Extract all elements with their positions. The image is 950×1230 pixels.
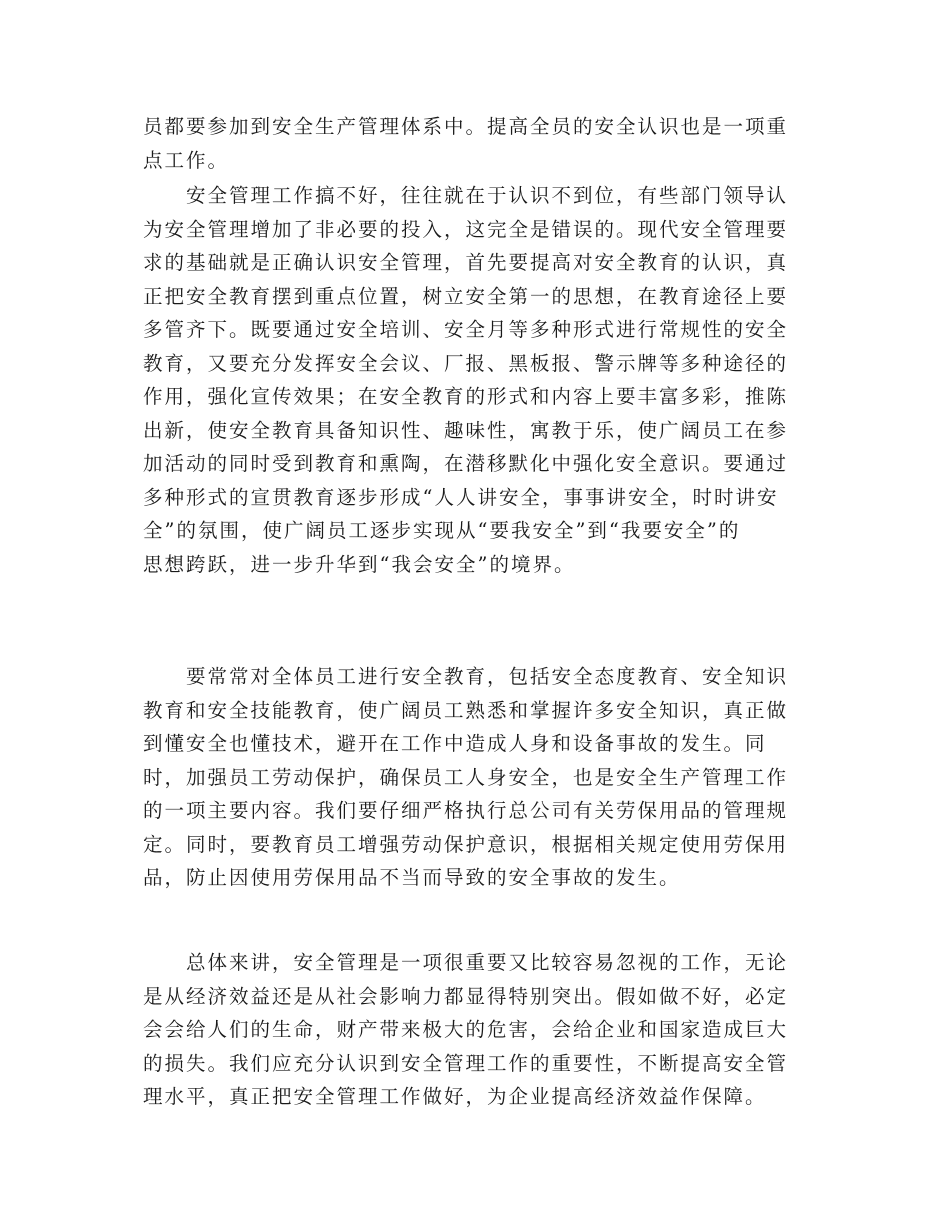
text-line: 多种形式的宣贯教育逐步形成“人人讲安全，事事讲安全，时时讲安 <box>143 485 779 509</box>
text-line: 点工作。 <box>143 148 230 172</box>
paragraph-2 <box>143 179 795 581</box>
text-line: 到懂安全也懂技术，避开在工作中造成人身和设备事故的发生。同 <box>143 732 767 755</box>
text-line: 理水平，真正把安全管理工作做好，为企业提高经济效益作保障。 <box>143 1085 767 1108</box>
paragraph-3 <box>143 660 795 895</box>
paragraph-1 <box>143 110 795 177</box>
text-line: 正把安全教育摆到重点位置，树立安全第一的思想，在教育途径上要 <box>143 284 789 308</box>
text-line: 教育，又要充分发挥安全会议、厂报、黑板报、警示牌等多种途径的 <box>143 351 789 375</box>
text-line: 会会给人们的生命，财产带来极大的危害，会给企业和国家造成巨大 <box>143 1018 789 1041</box>
text-line: 是从经济效益还是从社会影响力都显得特别突出。假如做不好，必定 <box>143 984 789 1008</box>
text-line: 加活动的同时受到教育和熏陶，在潜移默化中强化安全意识。要通过 <box>143 452 789 475</box>
text-line: 安全管理工作搞不好，往往就在于认识不到位，有些部门领导认 <box>143 184 789 207</box>
text-line: 作用，强化宣传效果；在安全教育的形式和内容上要丰富多彩，推陈 <box>143 385 789 408</box>
text-line: 总体来讲，安全管理是一项很重要又比较容易忽视的工作，无论 <box>143 951 789 974</box>
text-line: 时，加强员工劳动保护，确保员工人身安全，也是安全生产管理工作 <box>143 765 789 789</box>
text-line: 全”的氛围，使广阔员工逐步实现从“要我安全”到“我要安全”的 <box>143 519 741 542</box>
text-line: 出新，使安全教育具备知识性、趣味性，寓教于乐，使广阔员工在参 <box>143 418 789 442</box>
text-line: 的一项主要内容。我们要仔细严格执行总公司有关劳保用品的管理规 <box>143 799 789 822</box>
text-line: 定。同时，要教育员工增强劳动保护意识，根据相关规定使用劳保用 <box>143 832 789 856</box>
text-line: 思想跨跃，进一步升华到“我会安全”的境界。 <box>143 552 576 576</box>
text-line: 品，防止因使用劳保用品不当而导致的安全事故的发生。 <box>143 866 681 889</box>
text-line: 教育和安全技能教育，使广阔员工熟悉和掌握许多安全知识，真正做 <box>143 698 789 722</box>
text-line: 的损失。我们应充分认识到安全管理工作的重要性，不断提高安全管 <box>143 1051 789 1075</box>
text-line: 员都要参加到安全生产管理体系中。提高全员的安全认识也是一项重 <box>143 115 789 138</box>
text-line: 求的基础就是正确认识安全管理，首先要提高对安全教育的认识，真 <box>143 251 789 274</box>
text-line: 多管齐下。既要通过安全培训、安全月等多种形式进行常规性的安全 <box>143 318 789 341</box>
paragraph-4 <box>143 946 795 1114</box>
text-line: 为安全管理增加了非必要的投入，这完全是错误的。现代安全管理要 <box>143 217 789 241</box>
text-line: 要常常对全体员工进行安全教育，包括安全态度教育、安全知识 <box>143 665 789 688</box>
